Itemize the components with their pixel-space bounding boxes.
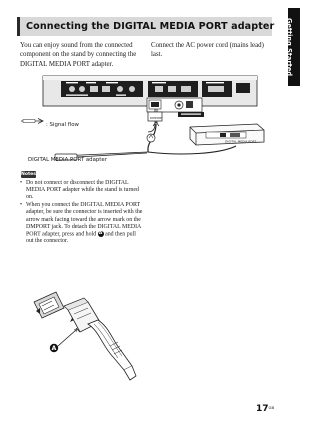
instruction-text: Connect the AC power cord (mains lead) last. — [151, 42, 264, 59]
section-header — [17, 17, 275, 36]
adapter-unit — [190, 124, 264, 145]
section-title: Connecting the DIGITAL MEDIA PORT adapter — [26, 21, 275, 32]
signal-flow-label: : Signal flow — [46, 122, 79, 128]
intro-text: You can enjoy sound from the connected component on the stand by connecting the DIGITAL MEDIA PORT adapter. — [20, 42, 137, 68]
note-item — [20, 202, 144, 246]
note-text-tail: and then pull out the connector. — [26, 231, 136, 245]
stand-rear-panel — [43, 76, 257, 117]
page-number — [256, 404, 274, 414]
side-tab-label-wrap — [283, 8, 295, 86]
signal-flow-arrow-icon — [20, 117, 46, 125]
connector-illustration — [30, 262, 140, 382]
page-number-suffix: GB — [268, 405, 275, 410]
page-number-value: 17 — [256, 404, 269, 414]
notes-list — [20, 180, 144, 246]
illustration-marker-a: A — [51, 345, 57, 352]
svg-text:DMPORT: DMPORT — [150, 116, 163, 120]
marker-a-icon: A — [98, 230, 103, 236]
note-item — [20, 180, 144, 202]
note-text: When you connect the DIGITAL MEDIA PORT adapter, be sure the connector is inserted with the arrow mark facing toward the arrow mark on the DMPORT jack. To detach the DIGITAL MEDIA PORT adapter, press and hold — [26, 202, 143, 238]
svg-text:DIGITAL MEDIA PORT: DIGITAL MEDIA PORT — [225, 139, 257, 144]
adapter-caption: DIGITAL MEDIA PORT adapter — [28, 157, 107, 163]
notes-badge: Notes — [20, 172, 37, 177]
side-tab-label: Getting Started — [285, 17, 294, 77]
note-text: Do not connect or disconnect the DIGITAL MEDIA PORT adapter while the stand is turned on. — [26, 180, 139, 201]
